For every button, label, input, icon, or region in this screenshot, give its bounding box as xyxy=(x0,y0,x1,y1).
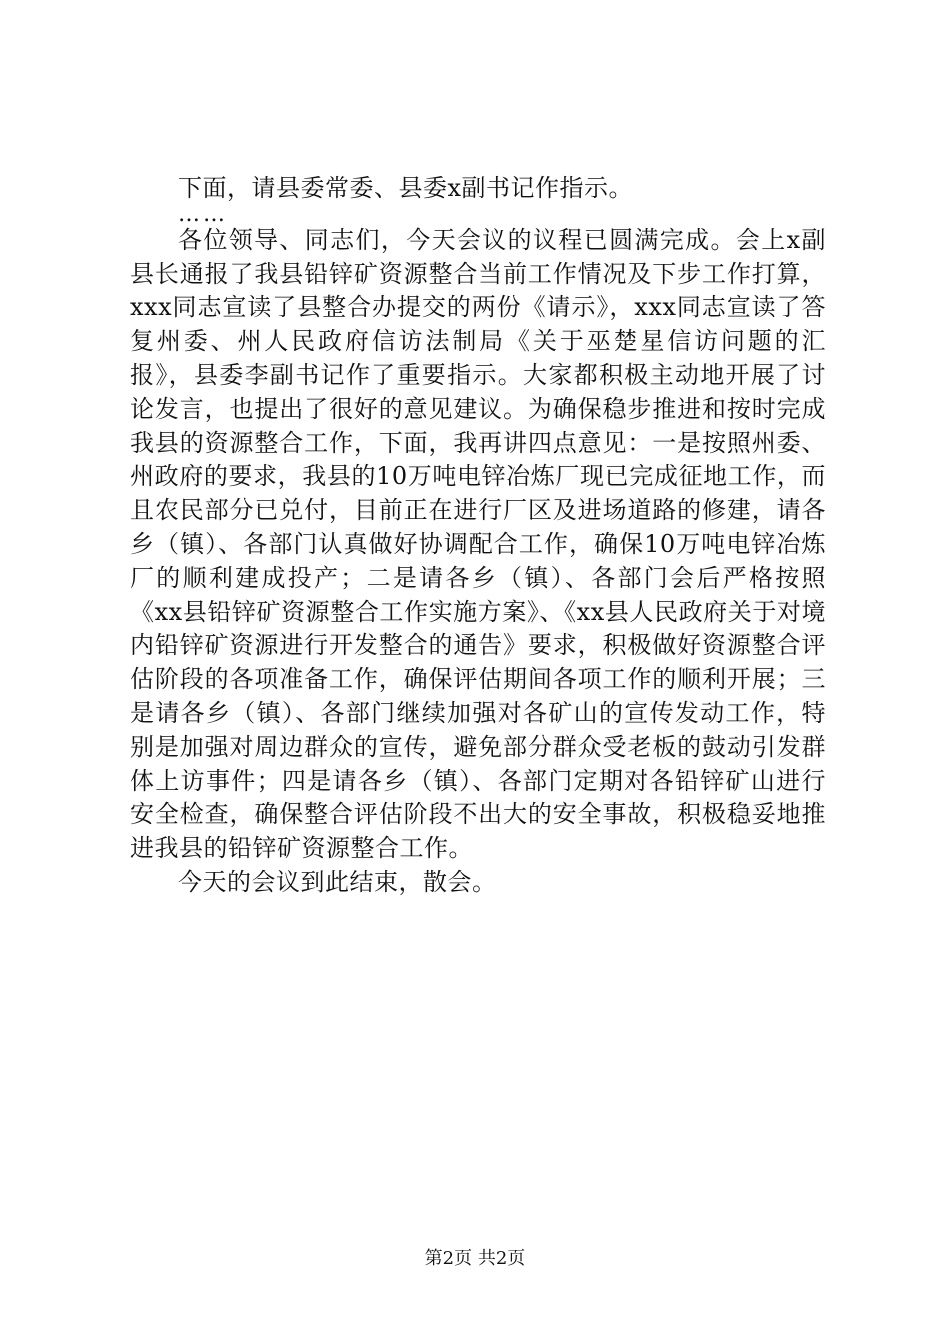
paragraph-instruction: 下面，请县委常委、县委x副书记作指示。 xyxy=(178,174,634,202)
paragraph-closing: 今天的会议到此结束，散会。 xyxy=(178,867,497,896)
page-number: 第2页 共2页 xyxy=(424,1248,526,1269)
document-body xyxy=(130,172,826,900)
paragraph-ellipsis: …… xyxy=(178,201,228,227)
paragraph-summary: 各位领导、同志们，今天会议的议程已圆满完成。会上x副县长通报了我县铅锌矿资源整合当前工作情况及下步工作打算，xxx同志宣读了县整合办提交的两份《请示》，xxx同志宣读了答复州委、州人民政府信访法制局《关于巫楚星信访问题的汇报》，县委李副书记作了重要指示。大家都积极主动地开展了讨论发言，也提出了很好的意见建议。为确保稳步推进和按时完成我县的资源整合工作，下面，我再讲四点意见：一是按照州委、州政府的要求，我县的10万吨电锌冶炼厂现已完成征地工作，而且农民部分已兑付，目前正在进行厂区及进场道路的修建，请各乡（镇）、各部门认真做好协调配合工作，确保10万吨电锌冶炼厂的顺利建成投产；二是请各乡（镇）、各部门会后严格按照《xx县铅锌矿资源整合工作实施方案》、《xx县人民政府关于对境内铅锌矿资源进行开发整合的通告》要求，积极做好资源整合评估阶段的各项准备工作，确保评估期间各项工作的顺利开展；三是请各乡（镇）、各部门继续加强对各矿山的宣传发动工作，特别是加强对周边群众的宣传，避免部分群众受老板的鼓动引发群体上访事件；四是请各乡（镇）、各部门定期对各铅锌矿山进行安全检查，确保整合评估阶段不出大的安全事故，积极稳妥地推进我县的铅锌矿资源整合工作。 xyxy=(130,225,826,863)
